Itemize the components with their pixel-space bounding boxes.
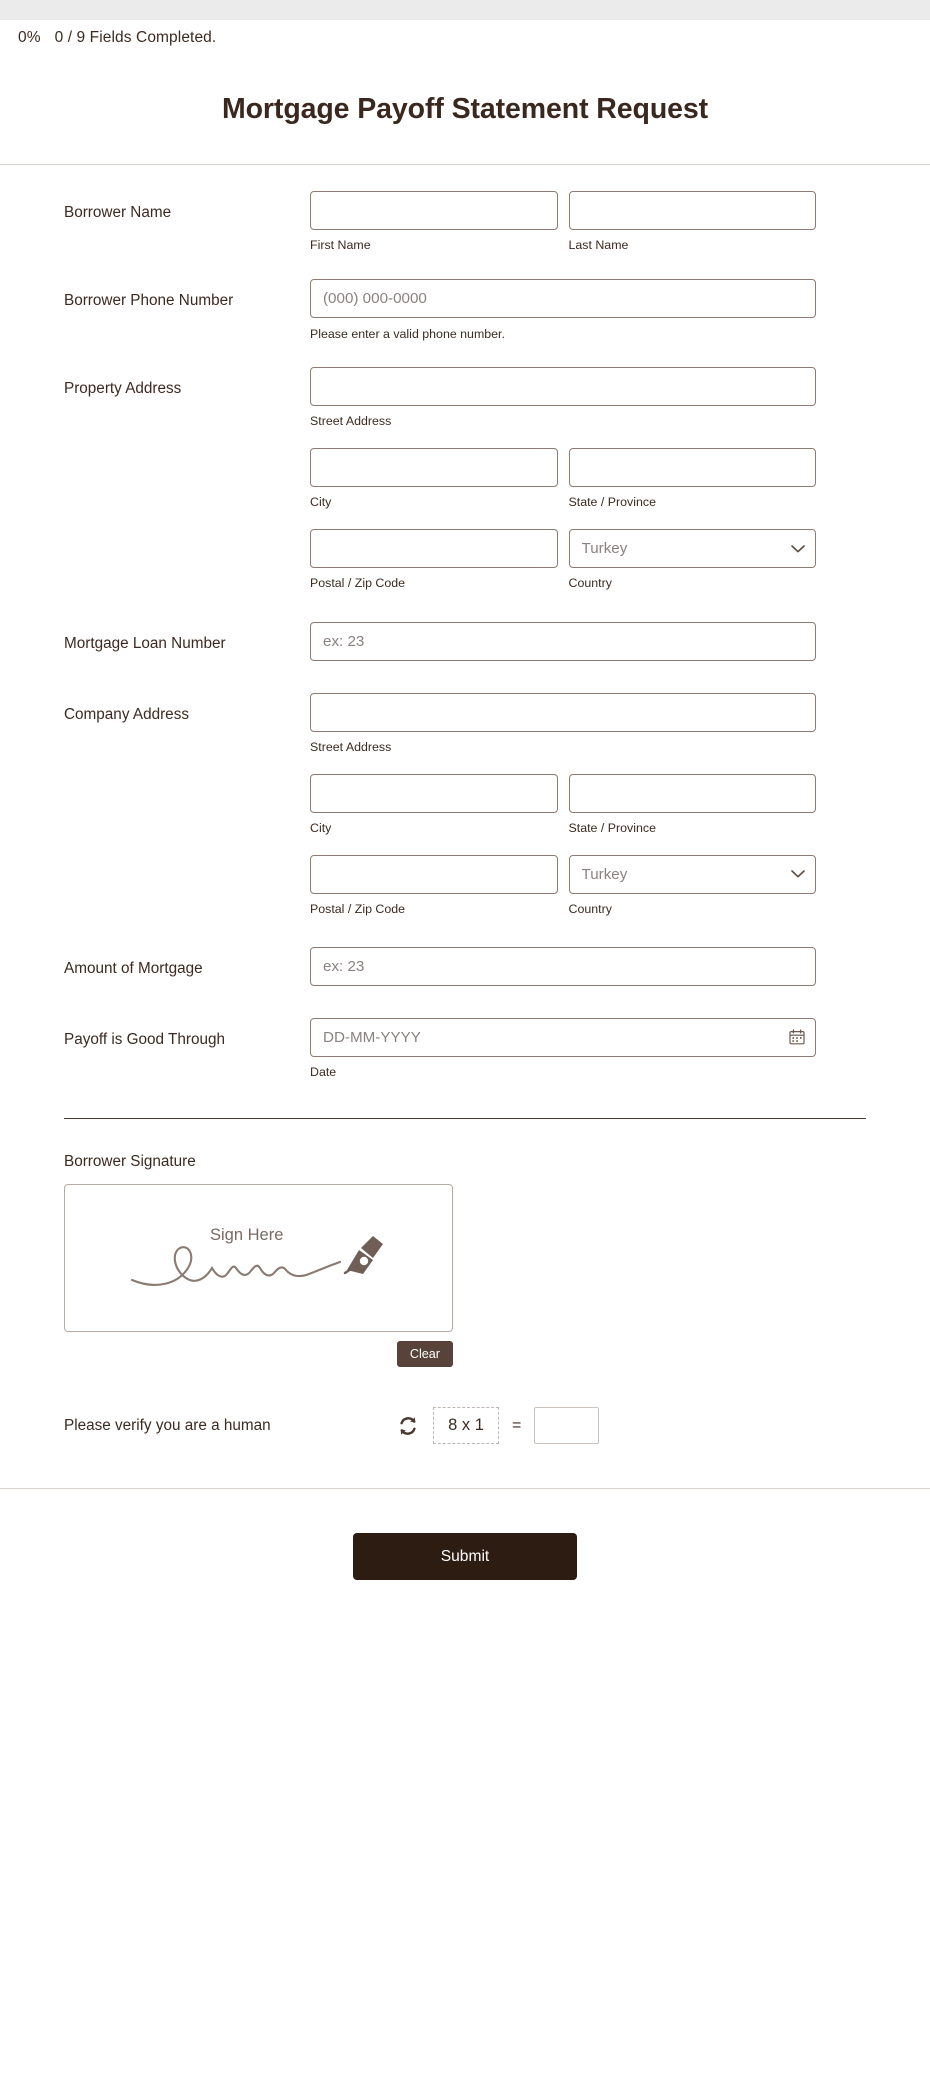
- signature-placeholder-text: Sign Here: [210, 1226, 284, 1244]
- progress-info: [0, 20, 930, 47]
- progress-bar-track: [0, 0, 930, 20]
- field-borrower-phone: [0, 279, 930, 341]
- form-header: [0, 47, 930, 165]
- form-footer: [0, 1488, 930, 1640]
- label-borrower-name: Borrower Name: [64, 204, 172, 221]
- clear-signature-button[interactable]: Clear: [397, 1341, 453, 1367]
- last-name-input[interactable]: [569, 191, 817, 230]
- section-divider: [64, 1118, 866, 1119]
- sublabel-company-state: State / Province: [568, 820, 656, 835]
- property-country-select[interactable]: [569, 529, 817, 568]
- company-country-select[interactable]: [569, 855, 817, 894]
- property-city-input[interactable]: [310, 448, 558, 487]
- sublabel-company-city: City: [310, 820, 332, 835]
- refresh-icon[interactable]: [396, 1414, 420, 1438]
- hint-borrower-phone: Please enter a valid phone number.: [310, 327, 505, 342]
- property-street-input[interactable]: [310, 367, 816, 406]
- label-amount-of-mortgage: Amount of Mortgage: [64, 959, 203, 977]
- payoff-date-input[interactable]: [310, 1018, 816, 1057]
- label-captcha: Please verify you are a human: [64, 1417, 271, 1434]
- label-borrower-phone: Borrower Phone Number: [64, 292, 234, 310]
- sublabel-company-postal: Postal / Zip Code: [310, 901, 406, 916]
- label-company-address: Company Address: [64, 705, 189, 723]
- sublabel-property-city: City: [310, 495, 332, 510]
- field-captcha: [0, 1407, 930, 1444]
- progress-fields-completed: 0 / 9 Fields Completed.: [54, 29, 217, 46]
- company-street-input[interactable]: [310, 693, 816, 732]
- field-payoff-good-through: [0, 1018, 930, 1080]
- label-payoff-good-through: Payoff is Good Through: [64, 1030, 226, 1048]
- mortgage-loan-number-input[interactable]: [310, 622, 816, 661]
- field-mortgage-loan-number: [0, 622, 930, 661]
- amount-of-mortgage-input[interactable]: [310, 947, 816, 986]
- sublabel-payoff-date: Date: [310, 1064, 337, 1079]
- field-property-address: [0, 367, 930, 591]
- sublabel-company-country: Country: [568, 901, 612, 916]
- calendar-icon[interactable]: [789, 1029, 805, 1045]
- page-title: Mortgage Payoff Statement Request: [221, 93, 709, 125]
- field-borrower-signature: [0, 1153, 930, 1367]
- sublabel-property-street: Street Address: [310, 414, 392, 429]
- sublabel-first-name: First Name: [310, 238, 371, 252]
- label-borrower-signature: Borrower Signature: [64, 1153, 196, 1170]
- first-name-input[interactable]: [310, 191, 558, 230]
- captcha-answer-input[interactable]: [534, 1407, 599, 1444]
- pen-nib-icon: [343, 1230, 399, 1278]
- progress-percent: 0%: [18, 29, 41, 46]
- sublabel-company-street: Street Address: [310, 739, 392, 754]
- sublabel-property-postal: Postal / Zip Code: [310, 576, 406, 591]
- borrower-phone-input[interactable]: [310, 279, 816, 318]
- company-postal-input[interactable]: [310, 855, 558, 894]
- form-body: [0, 165, 930, 1444]
- company-city-input[interactable]: [310, 774, 558, 813]
- signature-pad[interactable]: [64, 1184, 453, 1332]
- sublabel-property-state: State / Province: [568, 495, 656, 510]
- captcha-equals-sign: =: [512, 1416, 522, 1434]
- field-amount-of-mortgage: [0, 947, 930, 986]
- sublabel-property-country: Country: [568, 576, 612, 591]
- submit-button[interactable]: Submit: [353, 1533, 577, 1580]
- captcha-question: 8 x 1: [433, 1407, 499, 1444]
- label-mortgage-loan-number: Mortgage Loan Number: [64, 634, 226, 652]
- property-postal-input[interactable]: [310, 529, 558, 568]
- field-company-address: [0, 693, 930, 917]
- company-state-input[interactable]: [569, 774, 817, 813]
- sublabel-last-name: Last Name: [568, 238, 629, 252]
- field-borrower-name: [0, 191, 930, 253]
- property-state-input[interactable]: [569, 448, 817, 487]
- label-property-address: Property Address: [64, 380, 182, 398]
